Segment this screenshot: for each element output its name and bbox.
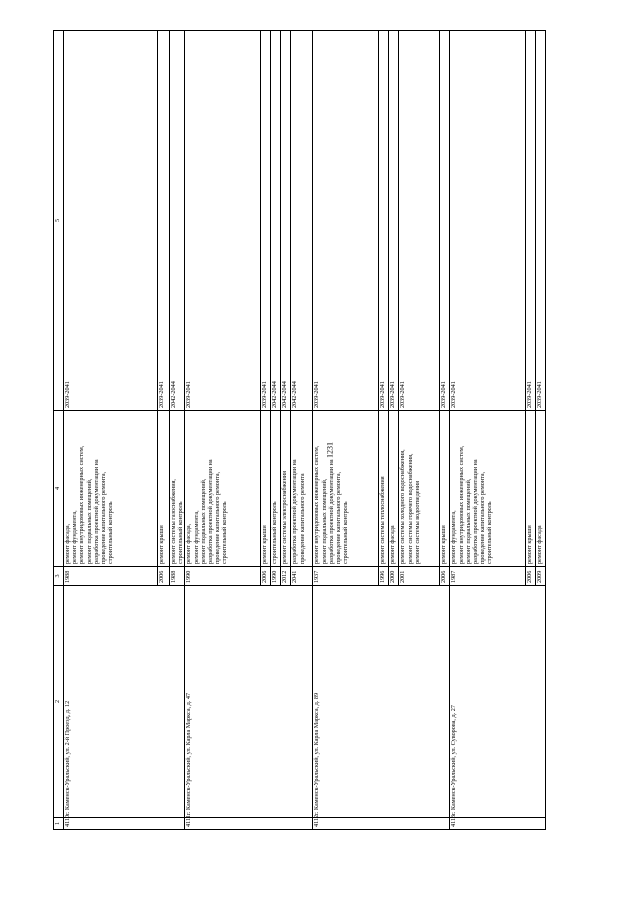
year-cell: 1990 <box>185 567 261 586</box>
column-header: 5 <box>54 31 64 411</box>
work-description: ремонт фасада <box>389 411 399 567</box>
work-description: ремонт крыши <box>526 411 536 567</box>
year-cell: 2041 <box>291 567 313 586</box>
work-description: ремонт крыши <box>261 411 271 567</box>
column-header: 4 <box>54 411 64 567</box>
column-header: 1 <box>54 818 64 830</box>
work-description: ремонт фасада <box>536 411 546 567</box>
work-description: ремонт системы теплоснабжения <box>379 411 389 567</box>
period-cell: 2039-2041 <box>536 31 546 411</box>
building-address: г. Каменск-Уральский, ул. 2-й Проезд, д. 12 <box>64 586 185 818</box>
year-cell: 2012 <box>281 567 291 586</box>
building-number: 4112. <box>313 818 450 830</box>
year-cell: 1990 <box>271 567 281 586</box>
year-cell: 1988 <box>170 567 185 586</box>
building-address: г. Каменск-Уральский, ул. Карла Маркса, д. 47 <box>185 586 313 818</box>
work-description: ремонт крыши <box>440 411 450 567</box>
period-cell: 2042-2044 <box>170 31 185 411</box>
work-description: ремонт фасада, ремонт фундамента, ремонт внутридомовых инженерных систем, ремонт подвальных помещений, разработка проектной документации на проведение капитального ремонта, строительный контроль <box>64 411 158 567</box>
period-cell: 2039-2041 <box>440 31 450 411</box>
year-cell: 2006 <box>526 567 536 586</box>
year-cell: 2006 <box>440 567 450 586</box>
work-description: ремонт системы газоснабжения, строительный контроль <box>170 411 185 567</box>
period-cell: 2039-2041 <box>261 31 271 411</box>
work-description: ремонт внутридомовых инженерных систем, ремонт подвальных помещений, разработка проектной документации на проведение капитального ремонта, строительный контроль <box>313 411 379 567</box>
year-cell: 2009 <box>536 567 546 586</box>
building-address: г. Каменск-Уральский, ул. Карла Маркса, д. 89 <box>313 586 450 818</box>
period-cell: 2039-2041 <box>313 31 379 411</box>
table-row <box>185 31 261 830</box>
building-number: 4110. <box>64 818 185 830</box>
period-cell: 2039-2041 <box>389 31 399 411</box>
period-cell: 2039-2041 <box>64 31 158 411</box>
page-number: 1231 <box>325 442 335 458</box>
work-description: ремонт системы электроснабжения <box>281 411 291 567</box>
period-cell: 2042-2044 <box>271 31 281 411</box>
work-description: строительный контроль <box>271 411 281 567</box>
year-cell: 2006 <box>261 567 271 586</box>
work-description: разработка проектной документации на проведение капитального ремонта <box>291 411 313 567</box>
year-cell: 2000 <box>389 567 399 586</box>
table-row <box>64 31 158 830</box>
period-cell: 2039-2041 <box>185 31 261 411</box>
column-header: 3 <box>54 567 64 586</box>
year-cell: 1937 <box>313 567 379 586</box>
header-row <box>54 31 64 830</box>
period-cell: 2039-2041 <box>158 31 170 411</box>
year-cell: 2001 <box>399 567 440 586</box>
building-address: г. Каменск-Уральский, ул. Суворова, д. 27 <box>450 586 546 818</box>
year-cell: 1996 <box>379 567 389 586</box>
work-description: ремонт системы холодного водоснабжения, ремонт системы горячего водоснабжения, ремонт системы водоотведения <box>399 411 440 567</box>
building-number: 4111. <box>185 818 313 830</box>
period-cell: 2039-2041 <box>526 31 536 411</box>
work-description: ремонт крыши <box>158 411 170 567</box>
work-description: ремонт фундамента, ремонт внутридомовых инженерных систем, ремонт подвальных помещений, разработка проектной документации на проведение капитального ремонта, строительный контроль <box>450 411 526 567</box>
period-cell: 2039-2041 <box>379 31 389 411</box>
year-cell: 1988 <box>64 567 158 586</box>
year-cell: 1987 <box>450 567 526 586</box>
period-cell: 2039-2041 <box>450 31 526 411</box>
capital-repair-table <box>53 30 546 830</box>
rotated-page <box>53 30 588 830</box>
table-row <box>313 31 379 830</box>
work-description: ремонт фасада, ремонт фундамента, ремонт подвальных помещений, разработка проектной документации на проведение капитального ремонта, строительный контроль <box>185 411 261 567</box>
period-cell: 2042-2044 <box>291 31 313 411</box>
year-cell: 2006 <box>158 567 170 586</box>
table-row <box>450 31 526 830</box>
column-header: 2 <box>54 586 64 818</box>
building-number: 4113. <box>450 818 546 830</box>
period-cell: 2042-2044 <box>281 31 291 411</box>
period-cell: 2039-2041 <box>399 31 440 411</box>
